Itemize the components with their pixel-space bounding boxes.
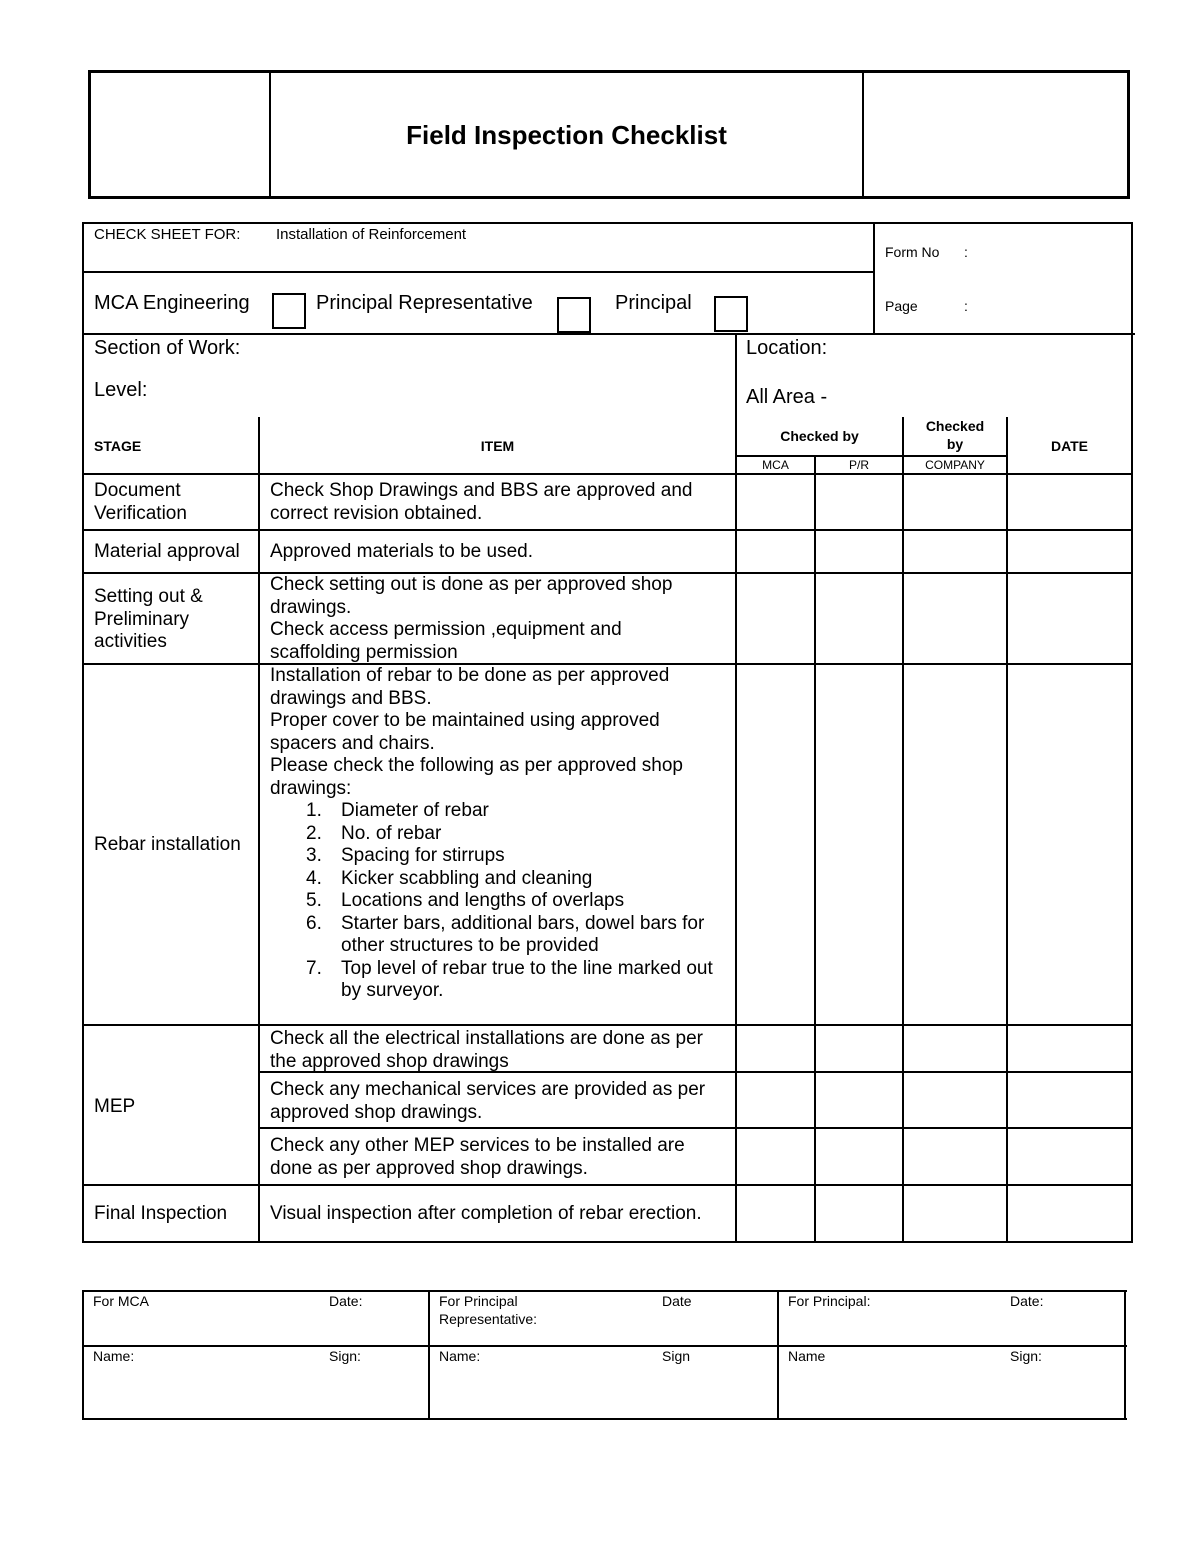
signoff-pr-date-label: Date — [662, 1293, 692, 1309]
col-header-pr: P/R — [848, 458, 869, 472]
signoff-principal-sign-label: Sign: — [1010, 1348, 1042, 1364]
stage-cell: Setting out & — [94, 586, 203, 607]
stage-cell: Verification — [94, 502, 187, 524]
signoff-mca-sign-label: Sign: — [329, 1348, 361, 1364]
page-value[interactable] — [977, 294, 1127, 318]
item-cell: the approved shop drawings — [270, 1050, 509, 1072]
item-cell: drawings: — [270, 777, 352, 799]
section-of-work-label: Section of Work: — [94, 337, 241, 359]
stage-cell: Material approval — [94, 541, 240, 562]
location-value: All Area - — [746, 386, 828, 408]
col-header-stage: STAGE — [94, 438, 142, 454]
principal-checkbox[interactable] — [714, 296, 748, 332]
signoff-pr-for: Representative: — [439, 1311, 538, 1327]
item-cell: Check any other MEP services to be installed are — [270, 1135, 685, 1156]
signoff-principal-for: For Principal: — [788, 1293, 871, 1309]
col-header-item: ITEM — [480, 438, 515, 454]
mca-checkbox[interactable] — [272, 293, 306, 329]
signoff-principal-date-label: Date: — [1010, 1293, 1044, 1309]
info-section — [82, 222, 1135, 419]
item-cell: Approved materials to be used. — [270, 541, 533, 562]
item-cell: drawings. — [270, 596, 352, 618]
item-cell: Check setting out is done as per approved shop — [270, 574, 673, 595]
page-label: Page — [885, 298, 918, 314]
level-label: Level: — [94, 379, 148, 401]
stage-cell: activities — [94, 631, 167, 652]
list-item: 1. Diameter of rebar — [306, 800, 489, 821]
signoff-pr-for: For Principal — [439, 1293, 518, 1309]
list-item: 6. Starter bars, additional bars, dowel bars for other structures to be provided — [306, 912, 705, 956]
stage-cell: MEP — [94, 1096, 136, 1117]
form-no-label: Form No — [885, 244, 940, 260]
item-cell: Installation of rebar to be done as per approved — [270, 665, 670, 686]
item-cell: Check any mechanical services are provided as per — [270, 1079, 706, 1100]
item-cell: Check all the electrical installations are done as per — [270, 1028, 704, 1049]
party-pr-label: Principal Representative — [316, 292, 533, 314]
signoff-principal-name-label: Name — [788, 1348, 826, 1364]
item-cell: Proper cover to be maintained using approved — [270, 710, 660, 731]
party-mca-label: MCA Engineering — [94, 292, 250, 314]
form-no-colon: : — [964, 244, 968, 260]
signoff-pr-sign-label: Sign — [662, 1348, 691, 1364]
signoff-table — [82, 1290, 1128, 1421]
item-cell: scaffolding permission — [270, 641, 458, 663]
location-label: Location: — [746, 337, 828, 359]
signoff-mca-date-label: Date: — [329, 1293, 363, 1309]
rebar-check-list — [270, 800, 730, 1003]
item-cell: Please check the following as per approved shop — [270, 755, 683, 776]
item-cell: spacers and chairs. — [270, 732, 435, 754]
signoff-pr-name-label: Name: — [439, 1348, 481, 1364]
stage-cell: Rebar installation — [94, 834, 241, 855]
list-item: 7. Top level of rebar true to the line marked out by surveyor. — [306, 957, 713, 1001]
col-header-checked-by-company-2: by — [946, 436, 964, 452]
list-item: 5. Locations and lengths of overlaps — [306, 890, 625, 911]
col-header-checked-by: Checked by — [780, 428, 859, 444]
page-title: Field Inspection Checklist — [406, 120, 727, 150]
check-sheet-value: Installation of Reinforcement — [276, 226, 467, 243]
party-principal-label: Principal — [615, 292, 692, 314]
header-box — [88, 70, 1130, 199]
item-cell: correct revision obtained. — [270, 502, 483, 524]
signoff-mca-name-label: Name: — [93, 1348, 135, 1364]
list-item: 3. Spacing for stirrups — [306, 845, 505, 866]
signoff-mca-for: For MCA — [93, 1293, 149, 1309]
stage-cell: Document — [94, 480, 181, 501]
col-header-mca: MCA — [762, 458, 789, 472]
page-colon: : — [964, 298, 968, 314]
item-cell: approved shop drawings. — [270, 1101, 483, 1123]
col-header-company: COMPANY — [925, 458, 985, 472]
principal-representative-checkbox[interactable] — [557, 297, 591, 333]
list-item: 2. No. of rebar — [306, 822, 442, 844]
form-no-value[interactable] — [977, 240, 1127, 264]
item-cell: Check access permission ,equipment and — [270, 619, 622, 640]
list-item: 4. Kicker scabbling and cleaning — [306, 867, 593, 889]
col-header-checked-by-company-1: Checked — [925, 418, 985, 434]
stage-cell: Final Inspection — [94, 1203, 228, 1224]
inspection-table — [82, 417, 1135, 1245]
check-sheet-label: CHECK SHEET FOR: — [94, 226, 241, 243]
col-header-date: DATE — [1050, 438, 1089, 454]
item-cell: Visual inspection after completion of rebar erection. — [270, 1203, 702, 1224]
item-cell: Check Shop Drawings and BBS are approved and — [270, 480, 693, 501]
item-cell: done as per approved shop drawings. — [270, 1157, 588, 1179]
stage-cell: Preliminary — [94, 608, 190, 630]
item-cell: drawings and BBS. — [270, 687, 432, 709]
